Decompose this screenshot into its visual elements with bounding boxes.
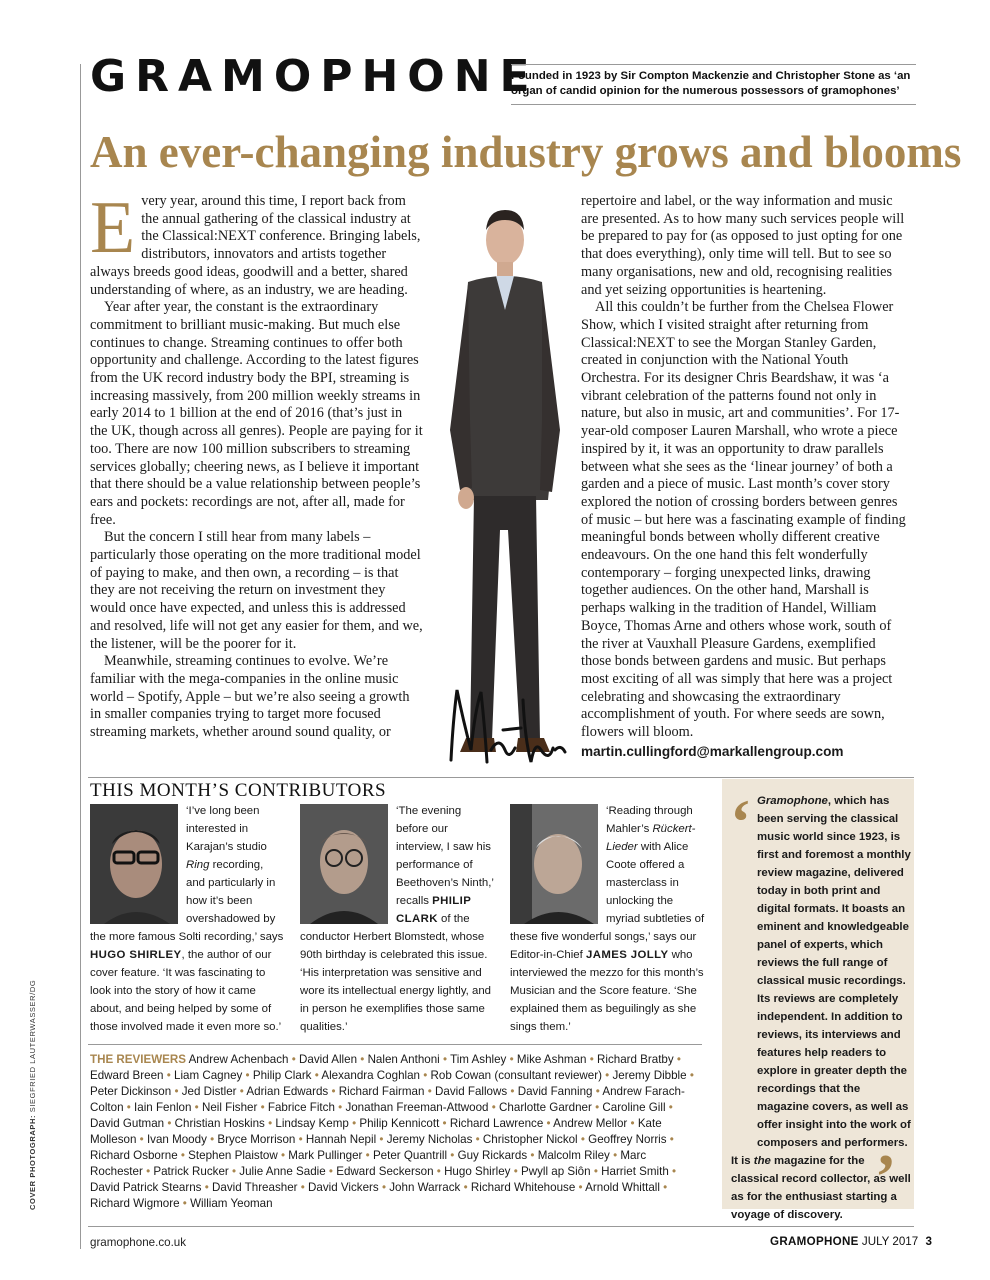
reviewer-separator: • [442,1117,447,1130]
reviewer-name: Peter Dickinson [90,1085,172,1098]
reviewer-separator: • [281,1149,286,1162]
reviewer-separator: • [232,1165,237,1178]
reviewer-separator: • [180,1149,185,1162]
reviewer-name: David Fanning [517,1085,593,1098]
reviewer-name: Hannah Nepil [305,1133,377,1146]
reviewer-name: David Vickers [308,1181,379,1194]
reviewer-separator: • [298,1133,303,1146]
reviewer-separator: • [300,1181,305,1194]
article-column-right [581,193,907,761]
reviewer-name: Richard Whitehouse [470,1181,576,1194]
reviewer-separator: • [491,1101,496,1114]
reviewer-name: Jeremy Nicholas [386,1133,473,1146]
reviewer-separator: • [331,1085,336,1098]
reviewer-separator: • [182,1197,187,1210]
reviewer-name: Edward Breen [90,1069,164,1082]
reviewer-name: William Yeoman [190,1197,273,1210]
reviewer-separator: • [174,1085,179,1098]
reviewers-label: THE REVIEWERS [90,1053,186,1066]
reviewer-name: Mark Pullinger [288,1149,363,1162]
reviewer-separator: • [509,1053,514,1066]
reviewer-name: Bryce Morrison [217,1133,296,1146]
reviewer-name: Adrian Edwards [246,1085,329,1098]
reviewer-separator: • [166,1069,171,1082]
reviewer-name: Christian Hoskins [174,1117,265,1130]
reviewer-separator: • [436,1165,441,1178]
footer-issue-date: JULY 2017 [861,1235,919,1248]
reviewer-separator: • [676,1053,681,1066]
reviewer-separator: • [593,1165,598,1178]
reviewer-separator: • [204,1181,209,1194]
reviewer-separator: • [126,1101,131,1114]
magazine-name: Gramophone [757,795,828,807]
section-rule [88,1044,702,1045]
reviewer-separator: • [510,1085,515,1098]
reviewer-separator: • [239,1085,244,1098]
reviewer-separator: • [260,1101,265,1114]
reviewer-name: Christopher Nickol [482,1133,578,1146]
article-paragraph: But the concern I still hear from many labels – particularly those operating on the more traditional model of paying to make, and then own, a recording – is that they are not receiving the return on investment they would once have expected, and unless this is addressed and resolved, life will not get any easier for them, and we, the listener, will be the poorer for it. [90,529,423,652]
reviewer-separator: • [245,1069,250,1082]
reviewer-name: David Patrick Stearns [90,1181,202,1194]
article-headline: An ever-changing industry grows and blooms [90,127,962,177]
contributor-name: JAMES JOLLY [585,949,669,961]
reviewer-name: Rob Cowan (consultant reviewer) [430,1069,602,1082]
page-number: 3 [925,1235,932,1248]
open-quote-mark: ‘ [730,786,752,857]
drop-cap: E [90,187,136,269]
reviewer-separator: • [291,1053,296,1066]
reviewer-separator: • [669,1133,674,1146]
reviewer-name: Richard Wigmore [90,1197,180,1210]
reviewer-separator: • [379,1133,384,1146]
reviewer-name: David Threasher [212,1181,298,1194]
reviewer-name: Richard Lawrence [449,1117,544,1130]
reviewer-name: Peter Quantrill [372,1149,448,1162]
reviewer-separator: • [360,1053,365,1066]
reviewer-name: Caroline Gill [602,1101,666,1114]
reviewer-name: Kate Molleson [90,1117,662,1146]
reviewer-name: Iain Fenlon [134,1101,192,1114]
reviewer-name: Richard Osborne [90,1149,178,1162]
reviewer-separator: • [463,1181,468,1194]
reviewer-separator: • [146,1165,151,1178]
contributor-photo [300,804,388,924]
reviewer-name: Malcolm Riley [537,1149,610,1162]
reviewer-name: Liam Cagney [174,1069,243,1082]
reviewer-name: Philip Kennicott [359,1117,440,1130]
reviewer-name: Lindsay Kemp [275,1117,349,1130]
reviewer-name: Neil Fisher [201,1101,258,1114]
footer-website[interactable]: gramophone.co.uk [90,1236,187,1249]
contributor-james-jolly: ‘Reading through Mahler’s Rückert-Lieder with Alice Coote offered a masterclass in unlocking the myriad subtleties of these five wonderful songs,’ says our Editor-in-Chief JAMES JOLLY who interviewed the mezzo for this month’s Musician and the Score feature. ‘She explained them as beguilingly as she sings them.’ [510,805,705,1033]
contributor-photo [90,804,178,924]
left-frame-rule [80,64,81,1249]
reviewer-name: Alexandra Coghlan [321,1069,420,1082]
reviewer-separator: • [595,1085,600,1098]
editor-email[interactable]: martin.cullingford@markallengroup.com [581,743,844,759]
reviewer-name: Jed Distler [181,1085,237,1098]
reviewer-name: Hugo Shirley [444,1165,511,1178]
footer-rule [88,1226,914,1227]
reviewer-name: Stephen Plaistow [188,1149,278,1162]
reviewer-name: Jeremy Dibble [612,1069,687,1082]
reviewer-name: Pwyll ap Siôn [520,1165,591,1178]
article-paragraph: Meanwhile, streaming continues to evolve. We’re familiar with the mega-companies in the online music world – Spotify, Apple – but we’re also seeing a growth in smaller companies trying to target more focused streaming markets, whether around sound quality, or [90,653,410,741]
reviewer-separator: • [450,1149,455,1162]
reviewer-separator: • [268,1117,273,1130]
reviewer-name: Fabrice Fitch [267,1101,335,1114]
reviewer-name: David Allen [299,1053,358,1066]
reviewer-name: Edward Seckerson [336,1165,434,1178]
reviewer-separator: • [338,1101,343,1114]
article-paragraph: Year after year, the constant is the extraordinary commitment to brilliant music-making. But much else continues to change. Streaming continues to offer both opportunity and challenge. According to the latest figures from the UK record industry body the BPI, streaming is increasing massively, from 200 million weekly streams in early 2014 to 1 billion at the end of 2016 (that’s just in the UK, though across all genres). People are paying for it too. There are now 100 million subscribers to streaming services globally; cheering news, as I believe it important that there should be a value relationship between people’s ears and pockets: recordings are not, after all, made for free. [90,299,423,528]
reviewer-name: Julie Anne Sadie [239,1165,326,1178]
reviewer-separator: • [352,1117,357,1130]
reviewer-separator: • [580,1133,585,1146]
reviewer-name: Geoffrey Norris [588,1133,667,1146]
footer-issue [770,1235,932,1248]
cover-photo-credit: COVER PHOTOGRAPH: SIEGFRIED LAUTERWASSER/DG [28,979,37,1210]
reviewer-separator: • [365,1149,370,1162]
reviewer-separator: • [328,1165,333,1178]
reviewer-name: Arnold Whittall [585,1181,660,1194]
reviewer-name: Andrew Farach-Colton [90,1085,685,1114]
reviewer-name: Marc Rochester [90,1149,647,1178]
reviewer-name: Nalen Anthoni [367,1053,440,1066]
contributor-hugo-shirley: ‘I’ve long been interested in Karajan’s studio Ring recording, and particularly in how it’s been overshadowed by the more famous Solti recording,’ says HUGO SHIRLEY, the author of our cover feature. ‘It was fascinating to look into the story of how it came about, and being helped by some of those involved made it even more so.’ [90,805,284,1033]
reviewer-name: Ivan Moody [146,1133,207,1146]
contributors-title: THIS MONTH’S CONTRIBUTORS [90,780,387,801]
reviewer-name: Andrew Mellor [553,1117,628,1130]
reviewer-name: Charlotte Gardner [499,1101,592,1114]
reviewer-separator: • [605,1069,610,1082]
editor-signature [445,680,575,775]
reviewer-separator: • [475,1133,480,1146]
contributor-name: PHILIP CLARK [396,895,471,925]
reviewer-separator: • [423,1069,428,1082]
masthead-founded: Founded in 1923 by Sir Compton Mackenzie and Christopher Stone as ‘an organ of candid opinion for the numerous possessors of gramophones’ [511,64,916,105]
reviewer-separator: • [595,1101,600,1114]
reviewer-separator: • [672,1165,677,1178]
reviewer-separator: • [663,1181,668,1194]
reviewer-name: David Gutman [90,1117,165,1130]
reviewer-separator: • [530,1149,535,1162]
reviewer-name: Richard Fairman [338,1085,425,1098]
section-rule [88,777,914,778]
article-paragraph: repertoire and label, or the way information and music are presented. As to how many such services people will be prepared to pay for (as opposed to just opting for one that does everything), only time will tell. But to see so many organisations, new and old, recognising realities and yet seizing opportunities is heartening. [581,193,905,298]
reviewer-separator: • [194,1101,199,1114]
reviewer-name: John Warrack [389,1181,461,1194]
reviewer-separator: • [668,1101,673,1114]
reviewer-name: Tim Ashley [450,1053,507,1066]
reviewer-separator: • [630,1117,635,1130]
reviewer-separator: • [689,1069,694,1082]
reviewer-separator: • [381,1181,387,1194]
reviewer-separator: • [443,1053,448,1066]
reviewer-separator: • [546,1117,551,1130]
about-gramophone-text: Gramophone, which has been serving the classical music world since 1923, is first and foremost a monthly review magazine, delivered today in both print and digital formats. It boasts an eminent and knowledgeable panel of experts, which reviews the full range of classical music recordings. Its reviews are completely independent. In addition to reviews, its interviews and features help readers to explore in greater depth the recordings that the magazine covers, as well as offer insight into the work of composers and performers. It is the magazine for the classical record collector, as well as for the enthusiast starting a voyage of discovery. [731,795,911,1221]
reviewer-name: Patrick Rucker [153,1165,229,1178]
reviewer-separator: • [314,1069,319,1082]
reviewer-separator: • [578,1181,583,1194]
contributor-philip-clark: ‘The evening before our interview, I saw his performance of Beethoven’s Ninth,’ recalls PHILIP CLARK of the conductor Herbert Blomstedt, whose 90th birthday is celebrated this issue. ‘His interpretation was sensitive and wore its intellectual energy lightly, and in person he exemplifies those same qualities.’ [300,805,494,1033]
reviewer-name: Richard Bratby [597,1053,674,1066]
reviewer-separator: • [589,1053,594,1066]
article-paragraph: Every year, around this time, I report back from the annual gathering of the classical industry at the Classical:NEXT conference. Bringing labels, distributors, innovators and artists together always breeds good ideas, goodwill and a better, shared understanding of where, as an industry, we are heading. [90,187,421,298]
reviewer-name: Mike Ashman [516,1053,587,1066]
reviewer-name: Philip Clark [252,1069,312,1082]
masthead-title: GRAMOPHONE [90,51,539,102]
contributor-photo [510,804,598,924]
article-column-left [90,187,423,742]
article-paragraph: All this couldn’t be further from the Chelsea Flower Show, which I visited straight after returning from Classical:NEXT to see the Morgan Stanley Garden, created in conjunction with the National Youth Orchestra. For its designer Chris Beardshaw, it was ‘a vibrant celebration of the patterns found not only in nature, but also in music, art and communities’. For 17-year-old composer Lauren Marshall, who wrote a piece inspired by it, it was an opportunity to draw parallels between what she sees as the ‘linear journey’ of both a garden and a piece of music. Last month’s cover story explored the notion of crossing borders between genres of music – but here was a fascinating example of finding meaningful bonds between wholly different creative endeavours. On the one hand this felt wonderfully contemporary – forging unexpected links, drawing together audiences. On the other hand, Marshall is perhaps walking in the tradition of Handel, William Boyce, Thomas Arne and others whose work, south of the river at Vauxhall Pleasure Gardens, exemplified those bonds between gardens and music. But perhaps most exciting of all was simply that here was a project celebrating and showcasing the extraordinary accomplishment of youth. For where seeds are sown, flowers will bloom. [581,299,906,741]
reviewer-name: Harriet Smith [601,1165,669,1178]
reviewer-separator: • [167,1117,172,1130]
reviewer-name: Jonathan Freeman-Attwood [345,1101,489,1114]
reviewer-name: Guy Rickards [457,1149,528,1162]
reviewer-separator: • [210,1133,215,1146]
contributor-name: HUGO SHIRLEY [90,949,182,961]
reviewer-separator: • [139,1133,144,1146]
reviewer-name: David Fallows [435,1085,508,1098]
close-quote-mark: ’ [875,1141,897,1212]
reviewer-separator: • [613,1149,618,1162]
reviewers-list [90,1052,702,1212]
reviewer-name: Andrew Achenbach [188,1053,289,1066]
reviewer-separator: • [427,1085,432,1098]
footer-brand: GRAMOPHONE [770,1235,859,1248]
reviewer-separator: • [513,1165,518,1178]
